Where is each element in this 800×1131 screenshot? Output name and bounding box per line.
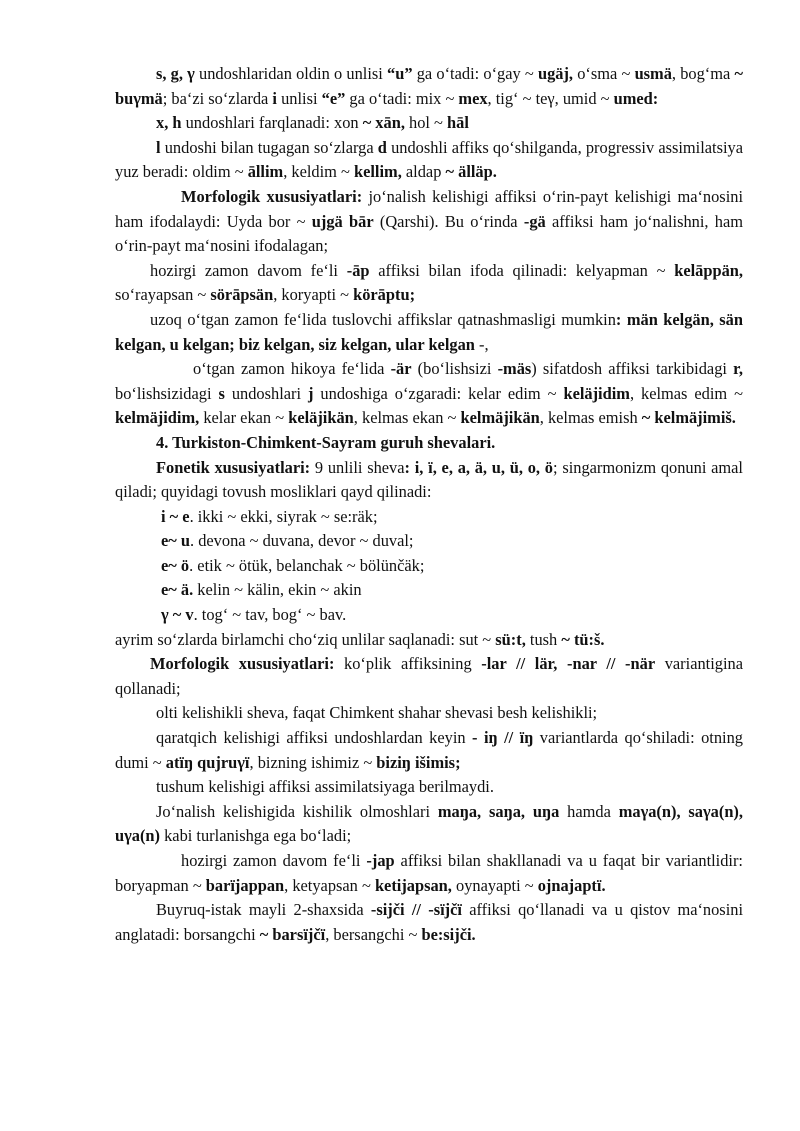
- text-run: uzoq o‘tgan zamon fe‘lida tuslovchi affikslar qatnashmasligi mumkin: [150, 309, 616, 329]
- text-run: hamda: [559, 801, 619, 821]
- bold-term: -lar // lär, -nar // -när: [481, 654, 656, 674]
- bold-term: - iŋ // ïŋ: [472, 728, 534, 748]
- text-run: oynayapti ~: [451, 875, 538, 895]
- text-run: jo‘nalish kelishigi affiksi o‘rin-payt kelishigi ma‘nosini ham ifodalaydi: Uyda bor ~: [115, 186, 743, 231]
- bold-term: sü:t,: [495, 629, 526, 649]
- text-run: ga o‘tadi: mix ~: [345, 88, 459, 108]
- bold-term: Morfologik xususiyatlari:: [150, 654, 335, 674]
- text-run: . devona ~ duvana, devor ~ duval;: [190, 531, 414, 551]
- bold-term: 4. Turkiston-Chimkent-Sayram guruh shevalari.: [156, 432, 496, 452]
- bold-term: -mäs: [497, 359, 532, 379]
- bold-term: e~ u: [161, 531, 191, 551]
- bold-term: kelmäjidim,: [115, 408, 200, 428]
- paragraph: [115, 701, 743, 726]
- bold-term: ~ tü:š.: [561, 629, 605, 649]
- bold-term: ojnajaptï.: [537, 875, 606, 895]
- text-run: affiksi qo‘llanadi va u qistov ma‘nosini anglatadi: borsangchi: [115, 900, 743, 944]
- paragraph: [115, 800, 743, 849]
- paragraph: [115, 775, 743, 800]
- bold-term: e~ ä.: [161, 580, 194, 600]
- text-run: -,: [474, 334, 489, 354]
- text-run: , koryapti ~: [273, 285, 354, 305]
- bold-term: -sijči // -sïjčï: [370, 900, 462, 920]
- bold-term: -är: [390, 359, 412, 379]
- text-run: undoshli affiks qo‘shilganda, progressiv assimilatsiya yuz beradi: oldim ~: [115, 137, 743, 182]
- text-run: so‘rayapsan ~: [115, 285, 211, 305]
- text-run: , kelmas edim ~: [629, 383, 743, 403]
- text-run: affiksi bilan ifoda qilinadi: kelyapman ~: [369, 260, 675, 280]
- paragraph: [115, 898, 743, 947]
- bold-term: : i, ï, e, a, ä, u, ü, o, ö: [404, 457, 553, 477]
- text-run: hozirgi zamon davom fe‘li: [181, 851, 367, 870]
- bold-term: kellim,: [353, 162, 402, 182]
- text-run: . ikki ~ ekki, siyrak ~ se:räk;: [189, 506, 378, 526]
- bold-term: s, g, γ: [156, 64, 195, 83]
- bold-term: e~ ö: [161, 555, 190, 575]
- paragraph: [115, 136, 743, 185]
- paragraph: [115, 111, 743, 136]
- text-run: qaratqich kelishigi affiksi undoshlardan keyin: [156, 728, 473, 748]
- text-run: hol ~: [404, 113, 448, 133]
- text-run: kabi turlanishga ega bo‘ladi;: [160, 826, 352, 846]
- document-page: [115, 62, 743, 947]
- text-run: kelar ekan ~: [199, 408, 289, 428]
- chimkent-features-section: [115, 628, 743, 948]
- bold-term: mex: [458, 88, 488, 108]
- bold-term: barïjappan: [205, 875, 285, 895]
- bold-term: i: [272, 88, 277, 108]
- paragraph: [115, 431, 743, 456]
- text-run: unlisi: [276, 88, 322, 108]
- text-run: , kelmas ekan ~: [353, 408, 461, 428]
- bold-term: γ ~ v: [161, 605, 194, 625]
- text-run: , keldim ~: [283, 162, 354, 182]
- paragraph: [115, 62, 743, 111]
- text-run: affiksi bilan shakllanadi va u faqat bir variantlidir: boryapman ~: [115, 851, 743, 895]
- paragraph: [115, 628, 743, 653]
- bold-term: ketijapsan,: [374, 875, 452, 895]
- correspondence-item: [161, 505, 743, 530]
- bold-term: ~ xān,: [362, 113, 405, 133]
- bold-term: “u”: [387, 64, 413, 83]
- text-run: tush: [525, 629, 562, 649]
- text-run: undoshlari farqlanadi: xon: [181, 113, 363, 133]
- paragraph: [115, 357, 743, 431]
- text-run: o‘tgan zamon hikoya fe‘lida: [193, 359, 391, 379]
- bold-term: keläjikän: [288, 408, 354, 428]
- text-run: aldap: [401, 162, 446, 182]
- text-run: ; singarmonizm qonuni amal qiladi; quyidagi tovush mosliklari qayd qilinadi:: [115, 457, 743, 502]
- bold-term: ujgä bār: [311, 211, 374, 231]
- text-run: ayrim so‘zlarda birlamchi cho‘ziq unlilar saqlanadi: sut ~: [115, 629, 496, 649]
- paragraph: [115, 185, 743, 259]
- text-run: (Qarshi). Bu o‘rinda: [373, 211, 524, 231]
- paragraph: [115, 456, 743, 505]
- text-run: , bizning ishimiz ~: [249, 752, 377, 772]
- paragraph: [115, 259, 743, 308]
- text-run: undoshiga o‘zgaradi: kelar edim ~: [313, 383, 564, 403]
- bold-term: kelmäjikän: [460, 408, 540, 428]
- text-run: , bog‘ma: [671, 64, 735, 83]
- paragraph: [115, 652, 743, 701]
- bold-term: ~ barsïjčï: [259, 924, 326, 944]
- bold-term: umed:: [613, 88, 659, 108]
- text-run: kelin ~ kälin, ekin ~ akin: [193, 580, 362, 600]
- bold-term: -āp: [346, 260, 370, 280]
- text-run: variantlarda qo‘shiladi: otning dumi ~: [115, 728, 743, 772]
- text-run: , bersangchi ~: [325, 924, 422, 944]
- bold-term: x, h: [156, 113, 182, 133]
- bold-term: ugäj,: [537, 64, 574, 83]
- bold-term: Morfologik xususiyatlari:: [181, 186, 363, 206]
- bold-term: usmä: [634, 64, 672, 83]
- text-run: 9 unlili sheva: [310, 457, 405, 477]
- bold-term: körāptu;: [353, 285, 416, 305]
- bold-term: atïŋ qujruγï: [165, 752, 250, 772]
- text-run: hozirgi zamon davom fe‘li: [150, 260, 347, 280]
- bold-term: biziŋ išimis;: [376, 752, 461, 772]
- text-run: tushum kelishigi affiksi assimilatsiyaga berilmaydi.: [156, 777, 494, 797]
- text-run: undoshi bilan tugagan so‘zlarga: [160, 137, 378, 157]
- correspondence-item: [161, 578, 743, 603]
- bold-term: maγa(n), saγa(n), uγa(n): [115, 801, 743, 846]
- bold-term: hāl: [447, 113, 469, 133]
- bold-term: “e”: [321, 88, 346, 108]
- text-run: variantigina qollanadi;: [115, 654, 743, 698]
- text-run: , kelmas emish: [539, 408, 642, 428]
- bold-term: sörāpsän: [210, 285, 274, 305]
- text-run: Buyruq-istak mayli 2-shaxsida: [156, 900, 371, 920]
- bold-term: -gä: [523, 211, 546, 231]
- bold-term: ~ kelmäjimiš.: [641, 408, 736, 428]
- text-run: . tog‘ ~ tav, bog‘ ~ bav.: [193, 605, 347, 625]
- dialect-features-section: [115, 62, 743, 505]
- paragraph: [115, 849, 743, 898]
- text-run: (bo‘lishsizi: [411, 359, 498, 379]
- text-run: undoshlari: [224, 383, 308, 403]
- text-run: bo‘lishsizidagi: [115, 383, 219, 403]
- bold-term: i ~ e: [161, 506, 190, 526]
- paragraph: [115, 308, 743, 357]
- bold-term: -jap: [366, 851, 395, 870]
- correspondence-item: [161, 529, 743, 554]
- correspondence-item: [161, 554, 743, 579]
- bold-term: āllim: [247, 162, 284, 182]
- correspondence-item: [161, 603, 743, 628]
- bold-term: ~ buγmä: [115, 64, 743, 108]
- paragraph: [115, 726, 743, 775]
- text-run: olti kelishikli sheva, faqat Chimkent shahar shevasi besh kelishikli;: [156, 703, 598, 723]
- bold-term: maŋa, saŋa, uŋa: [437, 801, 560, 821]
- bold-term: l: [156, 137, 161, 157]
- text-run: o‘sma ~: [573, 64, 635, 83]
- bold-term: r,: [733, 359, 743, 379]
- bold-term: keläjidim: [563, 383, 630, 403]
- bold-term: d: [377, 137, 387, 157]
- bold-term: Fonetik xususiyatlari:: [156, 457, 311, 477]
- text-run: . etik ~ ötük, belanchak ~ bölünčäk;: [189, 555, 425, 575]
- text-run: ) sifatdosh affiksi tarkibidagi: [531, 359, 734, 379]
- sound-correspondence-list: [115, 505, 743, 628]
- text-run: Jo‘nalish kelishigida kishilik olmoshlari: [156, 801, 438, 821]
- bold-term: s: [218, 383, 225, 403]
- bold-term: j: [308, 383, 314, 403]
- bold-term: kelāppän,: [674, 260, 743, 280]
- bold-term: be:sijči.: [421, 924, 476, 944]
- text-run: ko‘plik affiksining: [334, 654, 482, 674]
- text-run: , tig‘ ~ teγ, umid ~: [487, 88, 614, 108]
- bold-term: ~ älläp.: [445, 162, 497, 182]
- text-run: , ketyapsan ~: [284, 875, 375, 895]
- bold-term: : män kelgän, sän kelgan, u kelgan; biz kelgan, siz kelgan, ular kelgan: [115, 309, 743, 354]
- text-run: affiksi ham jo‘nalishni, ham o‘rin-payt ma‘nosini ifodalagan;: [115, 211, 744, 256]
- text-run: ; ba‘zi so‘zlarda: [162, 88, 273, 108]
- text-run: undoshlaridan oldin o unlisi: [194, 64, 388, 83]
- text-run: ga o‘tadi: o‘gay ~: [412, 64, 538, 83]
